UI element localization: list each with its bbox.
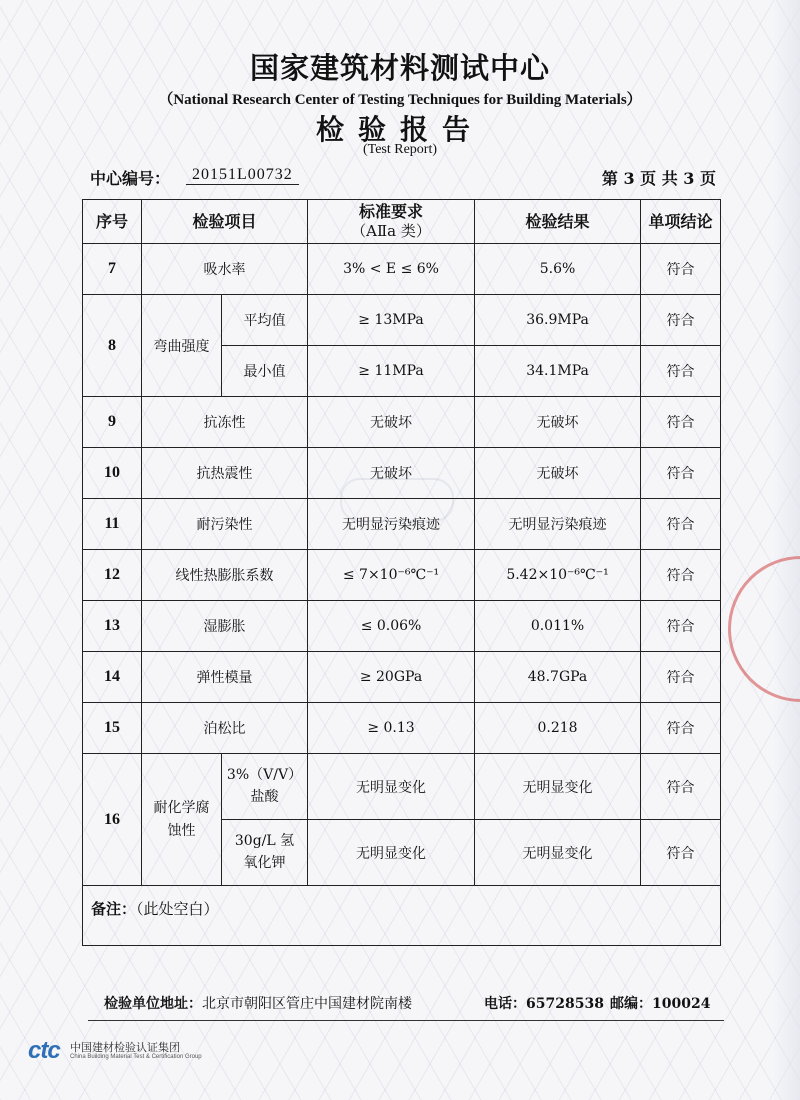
table-row <box>83 295 721 346</box>
row-result: 无明显变化 <box>475 754 641 820</box>
row-result: 0.011% <box>475 601 641 652</box>
table-row <box>83 754 721 820</box>
table-row <box>83 397 721 448</box>
page-info: 第 3 页 共 3 页 <box>601 169 716 188</box>
ctc-logo-cn: 中国建材检验认证集团 <box>70 1042 180 1054</box>
row-item: 弹性模量 <box>142 652 308 703</box>
row-verdict: 符合 <box>641 820 721 886</box>
header-result: 检验结果 <box>475 200 641 244</box>
table-row <box>83 652 721 703</box>
phone <box>484 993 604 1013</box>
row-item: 弯曲强度 <box>142 295 222 397</box>
footer-contact <box>104 993 724 1013</box>
row-verdict: 符合 <box>641 652 721 703</box>
ctc-logo-mark: ctc <box>28 1037 60 1064</box>
row-requirement: ≥ 13MPa <box>308 295 475 346</box>
center-title-en: （National Research Center of Testing Techniques for Building Materials） <box>158 92 642 108</box>
row-seq: 12 <box>83 550 142 601</box>
footer-divider <box>88 1020 724 1021</box>
report-title-en: (Test Report) <box>362 142 438 157</box>
row-subitem-line2: 氧化钾 <box>243 854 286 871</box>
row-result: 5.42×10⁻⁶℃⁻¹ <box>475 550 641 601</box>
row-verdict: 符合 <box>641 499 721 550</box>
row-verdict: 符合 <box>641 295 721 346</box>
header-requirement-line2: （AⅡa 类） <box>351 222 431 241</box>
row-item: 抗冻性 <box>142 397 308 448</box>
row-seq: 8 <box>83 295 142 397</box>
row-seq: 15 <box>83 703 142 754</box>
postcode-label: 邮编： <box>610 996 652 1012</box>
row-item: 耐污染性 <box>142 499 308 550</box>
row-verdict: 符合 <box>641 601 721 652</box>
row-subitem-line2: 盐酸 <box>250 788 279 805</box>
table-row <box>83 601 721 652</box>
row-subitem: 最小值 <box>222 346 308 397</box>
ctc-logo-en: China Building Material Test & Certification Group <box>70 1054 202 1060</box>
phone-value: 65728538 <box>526 996 604 1012</box>
row-subitem <box>222 754 308 820</box>
address-value: 北京市朝阳区管庄中国建材院南楼 <box>202 996 412 1012</box>
center-no-value: 20151L00732 <box>186 166 299 185</box>
row-verdict: 符合 <box>641 244 721 295</box>
header-requirement <box>308 200 475 244</box>
row-result: 无明显污染痕迹 <box>475 499 641 550</box>
row-requirement: 无明显变化 <box>308 820 475 886</box>
header-verdict: 单项结论 <box>641 200 721 244</box>
row-item: 吸水率 <box>142 244 308 295</box>
row-requirement: ≤ 0.06% <box>308 601 475 652</box>
row-result: 48.7GPa <box>475 652 641 703</box>
header-item: 检验项目 <box>142 200 308 244</box>
report-meta <box>90 166 720 192</box>
center-title-cn: 国家建筑材料测试中心 <box>249 51 550 85</box>
row-result: 无破坏 <box>475 397 641 448</box>
row-subitem: 平均值 <box>222 295 308 346</box>
row-item: 泊松比 <box>142 703 308 754</box>
row-requirement: 无明显污染痕迹 <box>308 499 475 550</box>
postcode <box>610 993 710 1013</box>
row-item: 线性热膨胀系数 <box>142 550 308 601</box>
row-seq: 16 <box>83 754 142 886</box>
remark-label: 备注： <box>91 900 137 918</box>
row-verdict: 符合 <box>641 550 721 601</box>
table-row <box>83 244 721 295</box>
row-requirement: ≥ 11MPa <box>308 346 475 397</box>
postcode-value: 100024 <box>652 996 711 1012</box>
row-result: 无破坏 <box>475 448 641 499</box>
address-label: 检验单位地址： <box>104 996 202 1012</box>
row-verdict: 符合 <box>641 754 721 820</box>
row-seq: 9 <box>83 397 142 448</box>
header-seq: 序号 <box>83 200 142 244</box>
row-requirement: 无明显变化 <box>308 754 475 820</box>
row-result: 无明显变化 <box>475 820 641 886</box>
row-item: 湿膨胀 <box>142 601 308 652</box>
table-row <box>83 448 721 499</box>
table-header-row <box>83 200 721 244</box>
test-result-table <box>82 199 721 946</box>
row-requirement: ≤ 7×10⁻⁶℃⁻¹ <box>308 550 475 601</box>
row-verdict: 符合 <box>641 397 721 448</box>
table-row <box>83 499 721 550</box>
row-seq: 11 <box>83 499 142 550</box>
remark-text: （此处空白） <box>136 900 219 918</box>
table-row <box>83 703 721 754</box>
center-no-label: 中心编号： <box>90 169 171 188</box>
row-seq: 13 <box>83 601 142 652</box>
row-verdict: 符合 <box>641 346 721 397</box>
row-requirement: 无破坏 <box>308 448 475 499</box>
page-edge-shadow <box>772 0 800 1100</box>
row-result: 34.1MPa <box>475 346 641 397</box>
phone-label: 电话： <box>484 996 526 1012</box>
remark-row <box>83 886 721 946</box>
row-subitem <box>222 820 308 886</box>
row-verdict: 符合 <box>641 448 721 499</box>
header-requirement-line1: 标准要求 <box>359 202 424 222</box>
official-seal <box>728 556 800 702</box>
remark-cell <box>83 886 721 946</box>
table-row <box>83 550 721 601</box>
row-seq: 7 <box>83 244 142 295</box>
row-result: 0.218 <box>475 703 641 754</box>
row-result: 36.9MPa <box>475 295 641 346</box>
row-requirement: 无破坏 <box>308 397 475 448</box>
row-seq: 10 <box>83 448 142 499</box>
row-verdict: 符合 <box>641 703 721 754</box>
row-requirement: ≥ 20GPa <box>308 652 475 703</box>
row-requirement: ≥ 0.13 <box>308 703 475 754</box>
row-requirement: 3% < E ≤ 6% <box>308 244 475 295</box>
row-item: 抗热震性 <box>142 448 308 499</box>
row-item: 耐化学腐蚀性 <box>142 754 222 886</box>
row-subitem-line1: 30g/L 氢 <box>234 832 295 849</box>
row-seq: 14 <box>83 652 142 703</box>
row-result: 5.6% <box>475 244 641 295</box>
row-subitem-line1: 3%（V/V） <box>226 766 303 783</box>
report-title-cn: 检验报告 <box>315 113 484 146</box>
